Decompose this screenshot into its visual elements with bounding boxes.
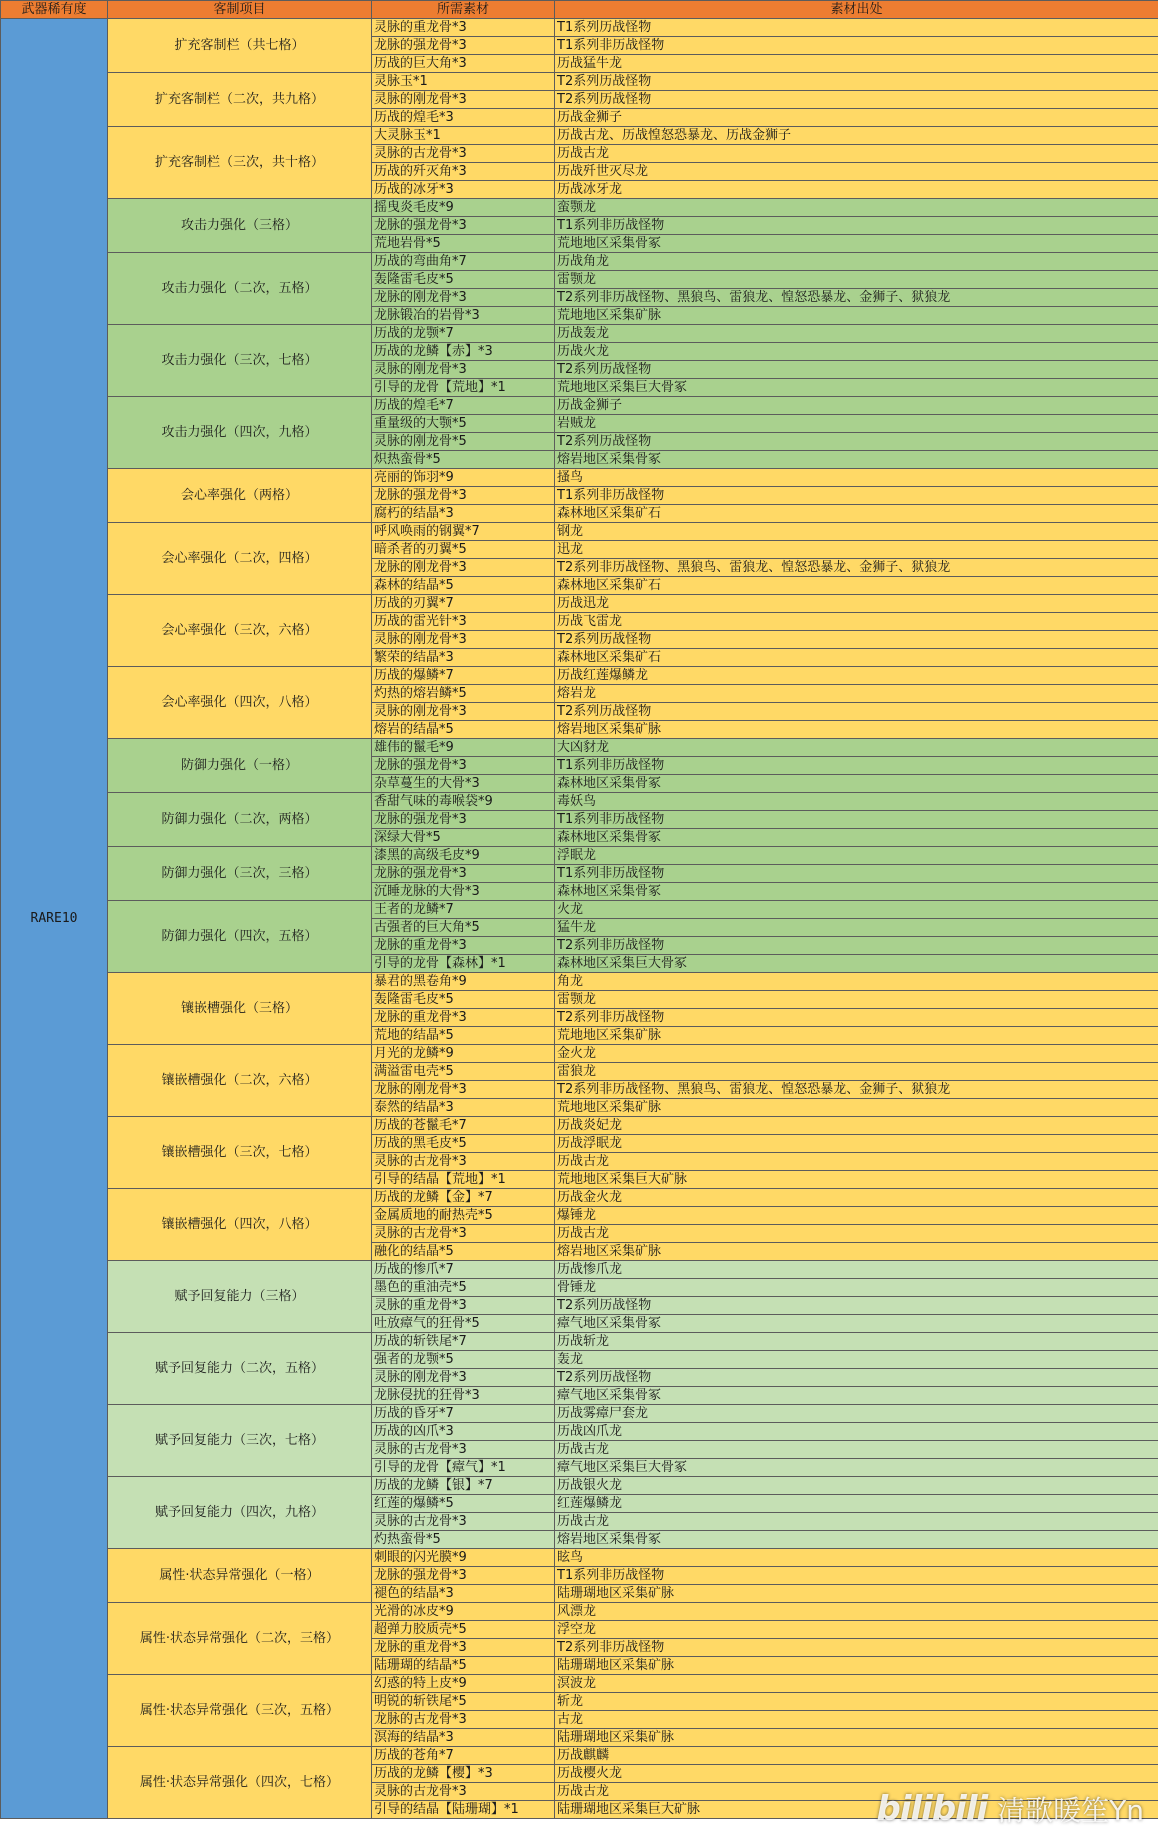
source-cell: 雷狼龙 xyxy=(555,1063,1158,1081)
source-cell: 历战飞雷龙 xyxy=(555,613,1158,631)
item-cell: 扩充客制栏（共七格） xyxy=(108,19,372,73)
material-cell: 炽热蛮骨*5 xyxy=(372,451,555,469)
source-cell: 荒地地区采集巨大骨冢 xyxy=(555,379,1158,397)
material-cell: 龙脉锻冶的岩骨*3 xyxy=(372,307,555,325)
source-cell: 历战雾瘴尸套龙 xyxy=(555,1405,1158,1423)
source-cell: T2系列历战怪物 xyxy=(555,91,1158,109)
material-cell: 历战的弯曲角*7 xyxy=(372,253,555,271)
material-cell: 历战的冰牙*3 xyxy=(372,181,555,199)
header-rarity: 武器稀有度 xyxy=(1,1,108,19)
table-row xyxy=(1,847,1158,865)
material-cell: 灵脉的古龙骨*3 xyxy=(372,1153,555,1171)
material-cell: 灵脉的重龙骨*3 xyxy=(372,1297,555,1315)
source-cell: 历战古龙 xyxy=(555,1225,1158,1243)
table-body xyxy=(1,19,1158,1819)
source-cell: T2系列非历战怪物 xyxy=(555,1639,1158,1657)
material-cell: 历战的龙鳞【银】*7 xyxy=(372,1477,555,1495)
source-cell: 历战炎妃龙 xyxy=(555,1117,1158,1135)
material-cell: 历战的龙鳞【赤】*3 xyxy=(372,343,555,361)
material-cell: 大灵脉玉*1 xyxy=(372,127,555,145)
material-cell: 灵脉的刚龙骨*3 xyxy=(372,703,555,721)
item-cell: 防御力强化（四次，五格） xyxy=(108,901,372,973)
material-cell: 月光的龙鳞*9 xyxy=(372,1045,555,1063)
item-cell: 赋予回复能力（三格） xyxy=(108,1261,372,1333)
source-cell: 钢龙 xyxy=(555,523,1158,541)
table-row xyxy=(1,1333,1158,1351)
material-cell: 灵脉的重龙骨*3 xyxy=(372,19,555,37)
source-cell: 森林地区采集骨冢 xyxy=(555,883,1158,901)
bilibili-logo-icon: bilibili xyxy=(876,1789,988,1829)
source-cell: 角龙 xyxy=(555,973,1158,991)
item-cell: 赋予回复能力（三次，七格） xyxy=(108,1405,372,1477)
source-cell: T2系列非历战怪物、黑狼鸟、雷狼龙、惶怒恐暴龙、金狮子、狱狼龙 xyxy=(555,289,1158,307)
item-cell: 属性·状态异常强化（四次，七格） xyxy=(108,1747,372,1819)
material-cell: 杂草蔓生的大骨*3 xyxy=(372,775,555,793)
source-cell: 陆珊瑚地区采集矿脉 xyxy=(555,1657,1158,1675)
item-cell: 镶嵌槽强化（三次，七格） xyxy=(108,1117,372,1189)
source-cell: 历战金火龙 xyxy=(555,1189,1158,1207)
material-cell: 历战的龙鳞【金】*7 xyxy=(372,1189,555,1207)
source-cell: 红莲爆鳞龙 xyxy=(555,1495,1158,1513)
material-cell: 雄伟的鬣毛*9 xyxy=(372,739,555,757)
source-cell: 荒地地区采集骨冢 xyxy=(555,235,1158,253)
table-row xyxy=(1,1603,1158,1621)
material-cell: 龙脉的古龙骨*3 xyxy=(372,1711,555,1729)
material-cell: 历战的苍角*7 xyxy=(372,1747,555,1765)
material-cell: 历战的煌毛*7 xyxy=(372,397,555,415)
source-cell: 历战角龙 xyxy=(555,253,1158,271)
source-cell: T1系列非历战怪物 xyxy=(555,1567,1158,1585)
table-row xyxy=(1,1045,1158,1063)
table-row xyxy=(1,1549,1158,1567)
material-cell: 漆黑的高级毛皮*9 xyxy=(372,847,555,865)
source-cell: T2系列非历战怪物、黑狼鸟、雷狼龙、惶怒恐暴龙、金狮子、狱狼龙 xyxy=(555,1081,1158,1099)
table-row xyxy=(1,523,1158,541)
source-cell: T1系列非历战怪物 xyxy=(555,811,1158,829)
material-cell: 历战的刃翼*7 xyxy=(372,595,555,613)
item-cell: 会心率强化（两格） xyxy=(108,469,372,523)
material-cell: 灵脉的刚龙骨*3 xyxy=(372,91,555,109)
source-cell: T2系列非历战怪物、黑狼鸟、雷狼龙、惶怒恐暴龙、金狮子、狱狼龙 xyxy=(555,559,1158,577)
material-cell: 荒地的结晶*5 xyxy=(372,1027,555,1045)
material-cell: 超弹力胶质壳*5 xyxy=(372,1621,555,1639)
table-row xyxy=(1,1675,1158,1693)
material-cell: 龙脉的重龙骨*3 xyxy=(372,1009,555,1027)
source-cell: 风漂龙 xyxy=(555,1603,1158,1621)
source-cell: 森林地区采集矿石 xyxy=(555,505,1158,523)
material-cell: 强者的龙颚*5 xyxy=(372,1351,555,1369)
item-cell: 镶嵌槽强化（四次，八格） xyxy=(108,1189,372,1261)
material-cell: 香甜气味的毒喉袋*9 xyxy=(372,793,555,811)
source-cell: 陆珊瑚地区采集矿脉 xyxy=(555,1729,1158,1747)
source-cell: 历战银火龙 xyxy=(555,1477,1158,1495)
source-cell: 荒地地区采集矿脉 xyxy=(555,1099,1158,1117)
material-cell: 龙脉的强龙骨*3 xyxy=(372,1567,555,1585)
material-cell: 龙脉的强龙骨*3 xyxy=(372,865,555,883)
table-row xyxy=(1,1189,1158,1207)
table-row xyxy=(1,1477,1158,1495)
material-cell: 繁荣的结晶*3 xyxy=(372,649,555,667)
item-cell: 攻击力强化（二次，五格） xyxy=(108,253,372,325)
material-cell: 龙脉的强龙骨*3 xyxy=(372,37,555,55)
source-cell: 熔岩地区采集矿脉 xyxy=(555,721,1158,739)
source-cell: 骨锤龙 xyxy=(555,1279,1158,1297)
material-cell: 刺眼的闪光膜*9 xyxy=(372,1549,555,1567)
source-cell: T1系列非历战怪物 xyxy=(555,865,1158,883)
item-cell: 防御力强化（一格） xyxy=(108,739,372,793)
material-cell: 龙脉的强龙骨*3 xyxy=(372,757,555,775)
item-cell: 赋予回复能力（四次，九格） xyxy=(108,1477,372,1549)
item-cell: 属性·状态异常强化（二次，三格） xyxy=(108,1603,372,1675)
source-cell: 雷颚龙 xyxy=(555,271,1158,289)
material-cell: 历战的凶爪*3 xyxy=(372,1423,555,1441)
item-cell: 攻击力强化（三格） xyxy=(108,199,372,253)
table-row xyxy=(1,19,1158,37)
source-cell: 历战古龙 xyxy=(555,1513,1158,1531)
item-cell: 镶嵌槽强化（二次，六格） xyxy=(108,1045,372,1117)
material-cell: 龙脉的刚龙骨*3 xyxy=(372,559,555,577)
material-cell: 森林的结晶*5 xyxy=(372,577,555,595)
material-cell: 王者的龙鳞*7 xyxy=(372,901,555,919)
source-cell: 瘴气地区采集巨大骨冢 xyxy=(555,1459,1158,1477)
source-cell: 历战古龙 xyxy=(555,145,1158,163)
material-cell: 摇曳炎毛皮*9 xyxy=(372,199,555,217)
header-row xyxy=(1,1,1158,19)
source-cell: T1系列非历战怪物 xyxy=(555,757,1158,775)
material-cell: 引导的结晶【荒地】*1 xyxy=(372,1171,555,1189)
material-cell: 龙脉的重龙骨*3 xyxy=(372,1639,555,1657)
source-cell: T2系列历战怪物 xyxy=(555,1297,1158,1315)
source-cell: 森林地区采集巨大骨冢 xyxy=(555,955,1158,973)
source-cell: 历战冰牙龙 xyxy=(555,181,1158,199)
material-cell: 暴君的黑卷角*9 xyxy=(372,973,555,991)
table-row xyxy=(1,397,1158,415)
material-cell: 历战的黑毛皮*5 xyxy=(372,1135,555,1153)
material-cell: 沉睡龙脉的大骨*3 xyxy=(372,883,555,901)
source-cell: 历战麒麟 xyxy=(555,1747,1158,1765)
item-cell: 扩充客制栏（三次，共十格） xyxy=(108,127,372,199)
item-cell: 镶嵌槽强化（三格） xyxy=(108,973,372,1045)
material-cell: 灼热蛮骨*5 xyxy=(372,1531,555,1549)
source-cell: 熔岩地区采集骨冢 xyxy=(555,451,1158,469)
item-cell: 攻击力强化（四次，九格） xyxy=(108,397,372,469)
material-cell: 金属质地的耐热壳*5 xyxy=(372,1207,555,1225)
header-item: 客制项目 xyxy=(108,1,372,19)
source-cell: 森林地区采集骨冢 xyxy=(555,775,1158,793)
material-cell: 灵脉的古龙骨*3 xyxy=(372,1783,555,1801)
material-cell: 龙脉的刚龙骨*3 xyxy=(372,1081,555,1099)
source-cell: 眩鸟 xyxy=(555,1549,1158,1567)
material-cell: 龙脉的刚龙骨*3 xyxy=(372,289,555,307)
source-cell: 森林地区采集矿石 xyxy=(555,649,1158,667)
material-cell: 灵脉的刚龙骨*3 xyxy=(372,1369,555,1387)
material-cell: 吐放瘴气的狂骨*5 xyxy=(372,1315,555,1333)
source-cell: T1系列非历战怪物 xyxy=(555,217,1158,235)
source-cell: 岩贼龙 xyxy=(555,415,1158,433)
material-cell: 灵脉的古龙骨*3 xyxy=(372,1513,555,1531)
item-cell: 属性·状态异常强化（一格） xyxy=(108,1549,372,1603)
material-cell: 历战的巨大角*3 xyxy=(372,55,555,73)
material-cell: 灵脉的刚龙骨*5 xyxy=(372,433,555,451)
source-cell: 熔岩地区采集矿脉 xyxy=(555,1243,1158,1261)
material-cell: 溟海的结晶*3 xyxy=(372,1729,555,1747)
source-cell: 历战樱火龙 xyxy=(555,1765,1158,1783)
material-cell: 龙脉侵扰的狂骨*3 xyxy=(372,1387,555,1405)
source-cell: 历战凶爪龙 xyxy=(555,1423,1158,1441)
material-cell: 龙脉的强龙骨*3 xyxy=(372,487,555,505)
material-cell: 龙脉的强龙骨*3 xyxy=(372,217,555,235)
source-cell: 荒地地区采集矿脉 xyxy=(555,1027,1158,1045)
source-cell: 瘴气地区采集骨冢 xyxy=(555,1387,1158,1405)
table-row xyxy=(1,739,1158,757)
source-cell: 熔岩龙 xyxy=(555,685,1158,703)
item-cell: 扩充客制栏（二次，共九格） xyxy=(108,73,372,127)
source-cell: T1系列非历战怪物 xyxy=(555,487,1158,505)
source-cell: 搔鸟 xyxy=(555,469,1158,487)
source-cell: 猛牛龙 xyxy=(555,919,1158,937)
source-cell: 历战古龙 xyxy=(555,1441,1158,1459)
table-row xyxy=(1,973,1158,991)
material-cell: 熔岩的结晶*5 xyxy=(372,721,555,739)
material-cell: 墨色的重油壳*5 xyxy=(372,1279,555,1297)
source-cell: 溟波龙 xyxy=(555,1675,1158,1693)
table-row xyxy=(1,1117,1158,1135)
source-cell: 历战浮眠龙 xyxy=(555,1135,1158,1153)
source-cell: 蛮颚龙 xyxy=(555,199,1158,217)
source-cell: T1系列非历战怪物 xyxy=(555,37,1158,55)
source-cell: 历战斩龙 xyxy=(555,1333,1158,1351)
source-cell: 斩龙 xyxy=(555,1693,1158,1711)
source-cell: 历战猛牛龙 xyxy=(555,55,1158,73)
source-cell: T1系列历战怪物 xyxy=(555,19,1158,37)
table-row xyxy=(1,1405,1158,1423)
item-cell: 赋予回复能力（二次，五格） xyxy=(108,1333,372,1405)
table-row xyxy=(1,901,1158,919)
source-cell: 熔岩地区采集骨冢 xyxy=(555,1531,1158,1549)
table-row xyxy=(1,1261,1158,1279)
material-cell: 历战的惨爪*7 xyxy=(372,1261,555,1279)
source-cell: 陆珊瑚地区采集矿脉 xyxy=(555,1585,1158,1603)
table-row xyxy=(1,469,1158,487)
header-material: 所需素材 xyxy=(372,1,555,19)
source-cell: T2系列历战怪物 xyxy=(555,631,1158,649)
source-cell: 荒地地区采集矿脉 xyxy=(555,307,1158,325)
table-row xyxy=(1,73,1158,91)
material-cell: 历战的雷光针*3 xyxy=(372,613,555,631)
material-cell: 历战的苍鬣毛*7 xyxy=(372,1117,555,1135)
material-cell: 历战的爆鳞*7 xyxy=(372,667,555,685)
material-cell: 引导的龙骨【森林】*1 xyxy=(372,955,555,973)
source-cell: 森林地区采集矿石 xyxy=(555,577,1158,595)
material-cell: 历战的昏牙*7 xyxy=(372,1405,555,1423)
material-cell: 重量级的大颚*5 xyxy=(372,415,555,433)
source-cell: T2系列历战怪物 xyxy=(555,433,1158,451)
table-row xyxy=(1,253,1158,271)
material-cell: 陆珊瑚的结晶*5 xyxy=(372,1657,555,1675)
material-cell: 灵脉的古龙骨*3 xyxy=(372,1441,555,1459)
material-cell: 轰隆雷毛皮*5 xyxy=(372,271,555,289)
source-cell: T2系列非历战怪物 xyxy=(555,937,1158,955)
item-cell: 属性·状态异常强化（三次，五格） xyxy=(108,1675,372,1747)
table-row xyxy=(1,127,1158,145)
source-cell: 历战古龙 xyxy=(555,1783,1158,1801)
source-cell: 轰龙 xyxy=(555,1351,1158,1369)
header-source: 素材出处 xyxy=(555,1,1158,19)
source-cell: 金火龙 xyxy=(555,1045,1158,1063)
material-cell: 历战的煌毛*3 xyxy=(372,109,555,127)
material-cell: 亮丽的饰羽*9 xyxy=(372,469,555,487)
table-row xyxy=(1,667,1158,685)
source-cell: 历战迅龙 xyxy=(555,595,1158,613)
material-cell: 深绿大骨*5 xyxy=(372,829,555,847)
item-cell: 防御力强化（二次，两格） xyxy=(108,793,372,847)
material-cell: 历战的龙鳞【樱】*3 xyxy=(372,1765,555,1783)
source-cell: 迅龙 xyxy=(555,541,1158,559)
source-cell: 火龙 xyxy=(555,901,1158,919)
material-cell: 历战的斩铁尾*7 xyxy=(372,1333,555,1351)
material-cell: 引导的龙骨【荒地】*1 xyxy=(372,379,555,397)
material-cell: 暗杀者的刃翼*5 xyxy=(372,541,555,559)
rarity-cell: RARE10 xyxy=(1,19,108,1819)
source-cell: 荒地地区采集巨大矿脉 xyxy=(555,1171,1158,1189)
source-cell: 历战轰龙 xyxy=(555,325,1158,343)
material-cell: 引导的结晶【陆珊瑚】*1 xyxy=(372,1801,555,1819)
material-cell: 红莲的爆鳞*5 xyxy=(372,1495,555,1513)
source-cell: 历战金狮子 xyxy=(555,109,1158,127)
material-cell: 泰然的结晶*3 xyxy=(372,1099,555,1117)
item-cell: 攻击力强化（三次，七格） xyxy=(108,325,372,397)
source-cell: 雷颚龙 xyxy=(555,991,1158,1009)
item-cell: 会心率强化（三次，六格） xyxy=(108,595,372,667)
material-cell: 明锐的斩铁尾*5 xyxy=(372,1693,555,1711)
source-cell: 陆珊瑚地区采集巨大矿脉 xyxy=(555,1801,1158,1819)
source-cell: 古龙 xyxy=(555,1711,1158,1729)
material-cell: 龙脉的强龙骨*3 xyxy=(372,811,555,829)
source-cell: 历战火龙 xyxy=(555,343,1158,361)
source-cell: T2系列历战怪物 xyxy=(555,73,1158,91)
material-cell: 历战的龙颚*7 xyxy=(372,325,555,343)
material-cell: 融化的结晶*5 xyxy=(372,1243,555,1261)
material-cell: 灵脉的古龙骨*3 xyxy=(372,1225,555,1243)
table-row xyxy=(1,325,1158,343)
table-row xyxy=(1,1747,1158,1765)
source-cell: 历战古龙、历战惶怒恐暴龙、历战金狮子 xyxy=(555,127,1158,145)
material-cell: 灵脉玉*1 xyxy=(372,73,555,91)
source-cell: 瘴气地区采集骨冢 xyxy=(555,1315,1158,1333)
material-cell: 幻惑的特上皮*9 xyxy=(372,1675,555,1693)
material-cell: 褪色的结晶*3 xyxy=(372,1585,555,1603)
table-row xyxy=(1,595,1158,613)
source-cell: 爆锤龙 xyxy=(555,1207,1158,1225)
material-cell: 腐朽的结晶*3 xyxy=(372,505,555,523)
table-row xyxy=(1,793,1158,811)
source-cell: T2系列历战怪物 xyxy=(555,361,1158,379)
material-cell: 灼热的熔岩鳞*5 xyxy=(372,685,555,703)
material-cell: 灵脉的刚龙骨*3 xyxy=(372,631,555,649)
watermark-author: 清歌暖笙Yn xyxy=(997,1794,1144,1827)
source-cell: 历战红莲爆鳞龙 xyxy=(555,667,1158,685)
source-cell: 历战惨爪龙 xyxy=(555,1261,1158,1279)
table-row xyxy=(1,199,1158,217)
material-cell: 轰隆雷毛皮*5 xyxy=(372,991,555,1009)
source-cell: T2系列非历战怪物 xyxy=(555,1009,1158,1027)
source-cell: 历战金狮子 xyxy=(555,397,1158,415)
material-cell: 历战的歼灭角*3 xyxy=(372,163,555,181)
item-cell: 会心率强化（四次，八格） xyxy=(108,667,372,739)
material-cell: 光滑的冰皮*9 xyxy=(372,1603,555,1621)
source-cell: T2系列历战怪物 xyxy=(555,703,1158,721)
material-cell: 灵脉的古龙骨*3 xyxy=(372,145,555,163)
source-cell: 毒妖鸟 xyxy=(555,793,1158,811)
source-cell: 森林地区采集骨冢 xyxy=(555,829,1158,847)
source-cell: 历战歼世灭尽龙 xyxy=(555,163,1158,181)
material-cell: 古强者的巨大角*5 xyxy=(372,919,555,937)
source-cell: 浮空龙 xyxy=(555,1621,1158,1639)
material-cell: 荒地岩骨*5 xyxy=(372,235,555,253)
material-cell: 呼风唤雨的钢翼*7 xyxy=(372,523,555,541)
item-cell: 会心率强化（二次，四格） xyxy=(108,523,372,595)
material-cell: 满溢雷电壳*5 xyxy=(372,1063,555,1081)
material-cell: 龙脉的重龙骨*3 xyxy=(372,937,555,955)
item-cell: 防御力强化（三次，三格） xyxy=(108,847,372,901)
material-cell: 灵脉的刚龙骨*3 xyxy=(372,361,555,379)
source-cell: 历战古龙 xyxy=(555,1153,1158,1171)
source-cell: 大凶豺龙 xyxy=(555,739,1158,757)
source-cell: 浮眠龙 xyxy=(555,847,1158,865)
source-cell: T2系列历战怪物 xyxy=(555,1369,1158,1387)
material-cell: 引导的龙骨【瘴气】*1 xyxy=(372,1459,555,1477)
